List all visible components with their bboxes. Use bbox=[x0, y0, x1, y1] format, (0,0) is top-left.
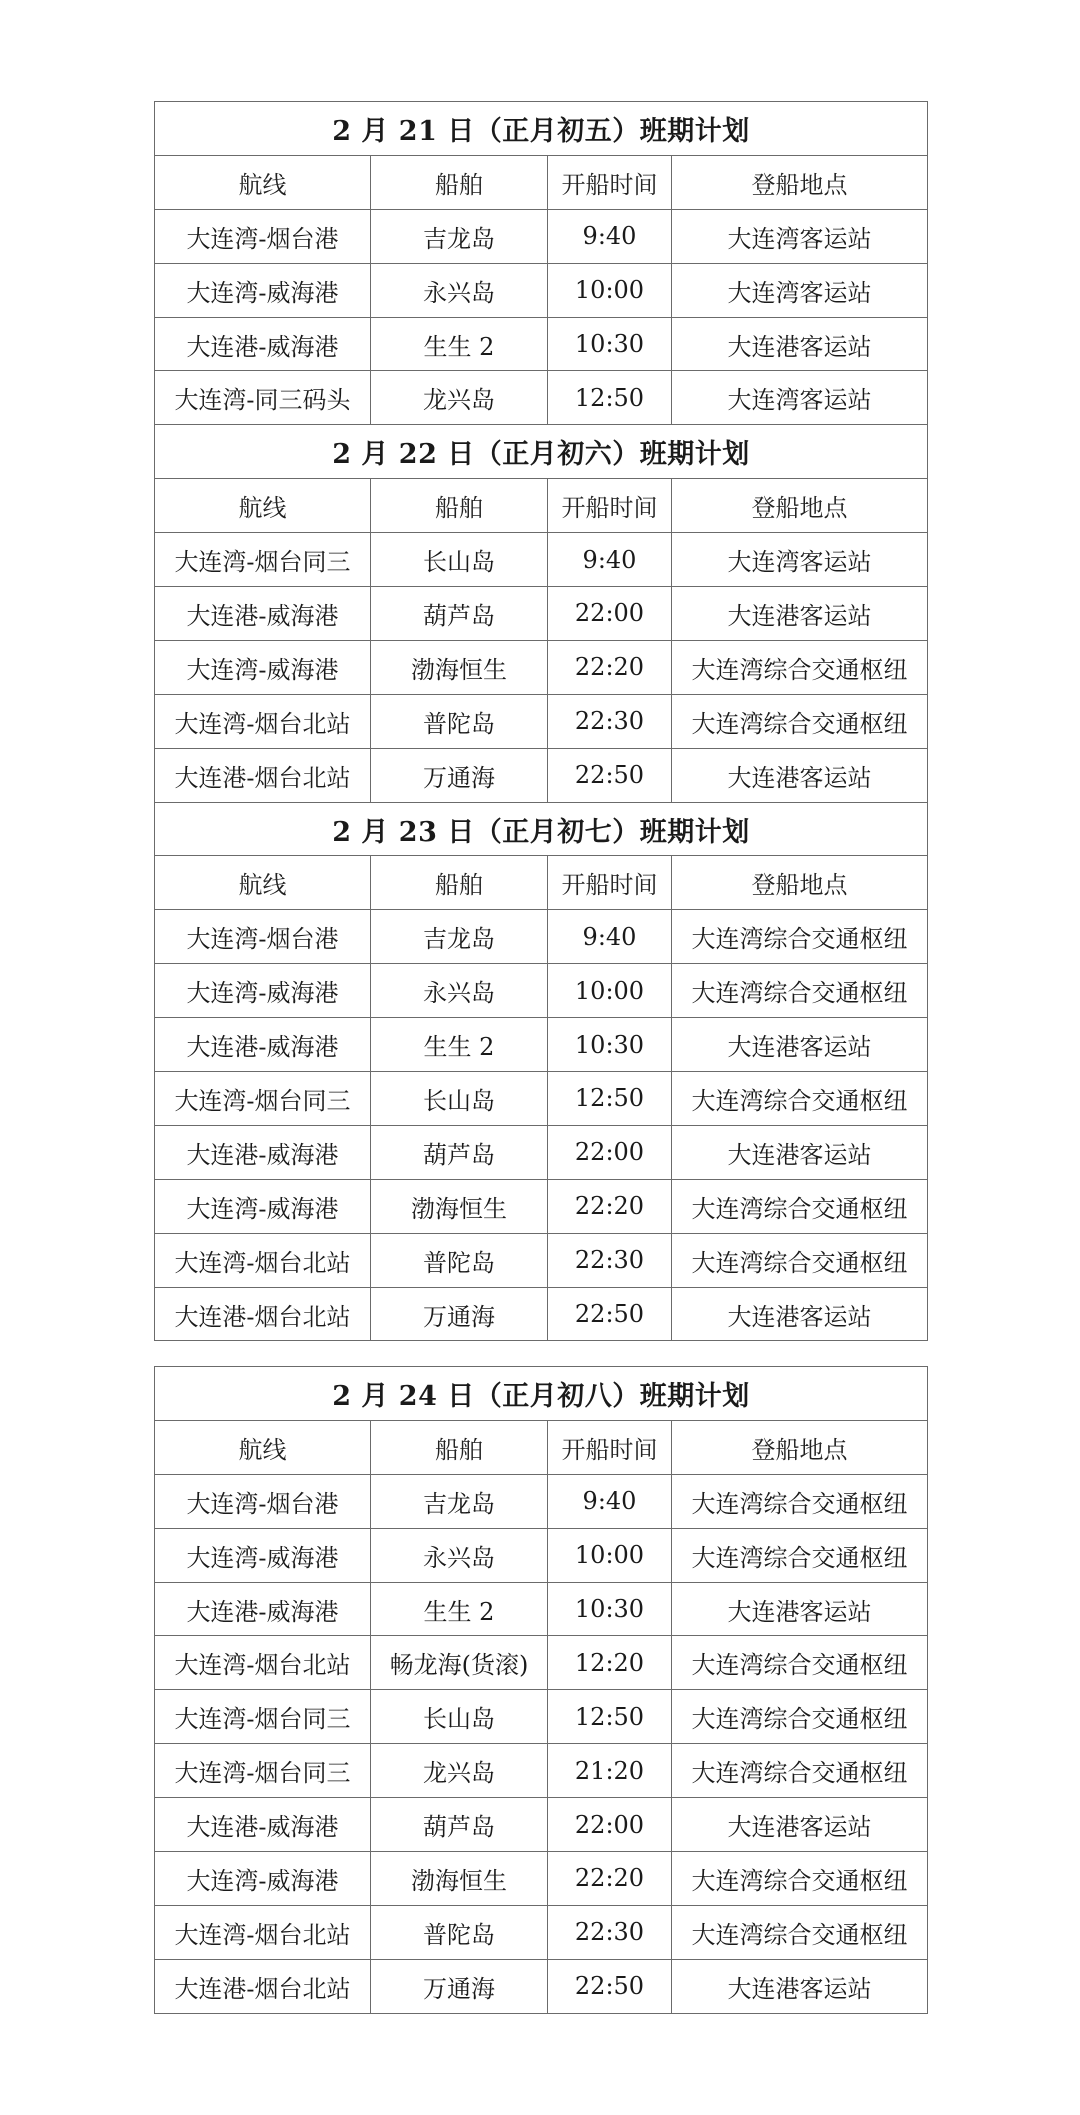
route-cell: 大连湾-烟台同三 bbox=[155, 1744, 371, 1798]
table-row bbox=[155, 1233, 928, 1287]
column-header-row bbox=[155, 856, 928, 910]
header-departure-time: 开船时间 bbox=[548, 479, 672, 533]
boarding-location-cell: 大连港客运站 bbox=[672, 1287, 928, 1341]
table-row bbox=[155, 1125, 928, 1179]
ship-cell: 普陀岛 bbox=[371, 694, 548, 748]
header-ship: 船舶 bbox=[371, 1420, 548, 1474]
departure-time-cell: 22:30 bbox=[548, 1233, 672, 1287]
boarding-location-cell: 大连湾综合交通枢纽 bbox=[672, 964, 928, 1018]
ship-cell: 渤海恒生 bbox=[371, 640, 548, 694]
table-row bbox=[155, 1852, 928, 1906]
header-ship: 船舶 bbox=[371, 856, 548, 910]
table-row bbox=[155, 1905, 928, 1959]
day-section-feb23 bbox=[155, 802, 928, 1341]
departure-time-cell: 10:30 bbox=[548, 1582, 672, 1636]
departure-time-cell: 10:00 bbox=[548, 263, 672, 317]
day-section-feb22 bbox=[155, 425, 928, 802]
departure-time-cell: 22:50 bbox=[548, 1959, 672, 2013]
ship-cell: 万通海 bbox=[371, 748, 548, 802]
departure-time-cell: 22:50 bbox=[548, 1287, 672, 1341]
table-row bbox=[155, 640, 928, 694]
departure-time-cell: 22:20 bbox=[548, 1179, 672, 1233]
boarding-location-cell: 大连湾综合交通枢纽 bbox=[672, 1905, 928, 1959]
day-section-feb24 bbox=[155, 1367, 928, 2014]
schedule-table-feb24 bbox=[154, 1366, 928, 2014]
header-route: 航线 bbox=[155, 1420, 371, 1474]
route-cell: 大连港-威海港 bbox=[155, 587, 371, 641]
ship-cell: 永兴岛 bbox=[371, 263, 548, 317]
table-row bbox=[155, 1636, 928, 1690]
table-row bbox=[155, 1959, 928, 2013]
ship-cell: 龙兴岛 bbox=[371, 371, 548, 425]
boarding-location-cell: 大连港客运站 bbox=[672, 317, 928, 371]
route-cell: 大连港-威海港 bbox=[155, 1125, 371, 1179]
ship-cell: 葫芦岛 bbox=[371, 587, 548, 641]
day-title-row bbox=[155, 1367, 928, 1421]
header-route: 航线 bbox=[155, 856, 371, 910]
route-cell: 大连湾-威海港 bbox=[155, 1528, 371, 1582]
ship-cell: 生生 2 bbox=[371, 317, 548, 371]
header-boarding-location: 登船地点 bbox=[672, 1420, 928, 1474]
boarding-location-cell: 大连湾综合交通枢纽 bbox=[672, 1690, 928, 1744]
boarding-location-cell: 大连港客运站 bbox=[672, 1125, 928, 1179]
schedule-table-feb21-23 bbox=[154, 101, 928, 1341]
table-row bbox=[155, 533, 928, 587]
table-row bbox=[155, 1287, 928, 1341]
table-row bbox=[155, 694, 928, 748]
table-row bbox=[155, 748, 928, 802]
route-cell: 大连湾-烟台港 bbox=[155, 910, 371, 964]
route-cell: 大连湾-威海港 bbox=[155, 263, 371, 317]
ship-cell: 长山岛 bbox=[371, 1690, 548, 1744]
route-cell: 大连港-威海港 bbox=[155, 1018, 371, 1072]
ship-cell: 万通海 bbox=[371, 1287, 548, 1341]
day-title: 2 月 24 日（正月初八）班期计划 bbox=[155, 1367, 928, 1421]
table-row bbox=[155, 1179, 928, 1233]
route-cell: 大连湾-威海港 bbox=[155, 1852, 371, 1906]
header-ship: 船舶 bbox=[371, 155, 548, 209]
header-boarding-location: 登船地点 bbox=[672, 479, 928, 533]
route-cell: 大连湾-威海港 bbox=[155, 1179, 371, 1233]
route-cell: 大连湾-烟台北站 bbox=[155, 1636, 371, 1690]
day-title-row bbox=[155, 425, 928, 479]
departure-time-cell: 9:40 bbox=[548, 910, 672, 964]
table-row bbox=[155, 587, 928, 641]
departure-time-cell: 22:00 bbox=[548, 1798, 672, 1852]
route-cell: 大连湾-烟台港 bbox=[155, 1474, 371, 1528]
route-cell: 大连湾-威海港 bbox=[155, 964, 371, 1018]
ship-cell: 龙兴岛 bbox=[371, 1744, 548, 1798]
ship-cell: 生生 2 bbox=[371, 1582, 548, 1636]
column-header-row bbox=[155, 155, 928, 209]
header-boarding-location: 登船地点 bbox=[672, 155, 928, 209]
column-header-row bbox=[155, 1420, 928, 1474]
table-row bbox=[155, 371, 928, 425]
boarding-location-cell: 大连湾综合交通枢纽 bbox=[672, 1852, 928, 1906]
boarding-location-cell: 大连湾综合交通枢纽 bbox=[672, 1072, 928, 1126]
table-row bbox=[155, 1474, 928, 1528]
day-title: 2 月 23 日（正月初七）班期计划 bbox=[155, 802, 928, 856]
departure-time-cell: 22:30 bbox=[548, 1905, 672, 1959]
departure-time-cell: 12:50 bbox=[548, 371, 672, 425]
route-cell: 大连湾-同三码头 bbox=[155, 371, 371, 425]
route-cell: 大连湾-烟台港 bbox=[155, 209, 371, 263]
day-title-row bbox=[155, 802, 928, 856]
route-cell: 大连港-烟台北站 bbox=[155, 1287, 371, 1341]
ship-cell: 吉龙岛 bbox=[371, 209, 548, 263]
table-row bbox=[155, 1528, 928, 1582]
ship-cell: 渤海恒生 bbox=[371, 1852, 548, 1906]
column-header-row bbox=[155, 479, 928, 533]
ship-cell: 葫芦岛 bbox=[371, 1125, 548, 1179]
boarding-location-cell: 大连港客运站 bbox=[672, 1959, 928, 2013]
departure-time-cell: 9:40 bbox=[548, 533, 672, 587]
ship-cell: 渤海恒生 bbox=[371, 1179, 548, 1233]
table-row bbox=[155, 1582, 928, 1636]
day-title: 2 月 21 日（正月初五）班期计划 bbox=[155, 102, 928, 156]
table-row bbox=[155, 1072, 928, 1126]
departure-time-cell: 12:50 bbox=[548, 1690, 672, 1744]
boarding-location-cell: 大连湾综合交通枢纽 bbox=[672, 1474, 928, 1528]
table-row bbox=[155, 317, 928, 371]
header-departure-time: 开船时间 bbox=[548, 155, 672, 209]
route-cell: 大连湾-烟台北站 bbox=[155, 1905, 371, 1959]
ship-cell: 万通海 bbox=[371, 1959, 548, 2013]
ship-cell: 长山岛 bbox=[371, 533, 548, 587]
route-cell: 大连港-威海港 bbox=[155, 1798, 371, 1852]
route-cell: 大连湾-烟台同三 bbox=[155, 533, 371, 587]
header-ship: 船舶 bbox=[371, 479, 548, 533]
route-cell: 大连港-威海港 bbox=[155, 1582, 371, 1636]
boarding-location-cell: 大连湾客运站 bbox=[672, 263, 928, 317]
ship-cell: 吉龙岛 bbox=[371, 1474, 548, 1528]
ship-cell: 长山岛 bbox=[371, 1072, 548, 1126]
boarding-location-cell: 大连湾综合交通枢纽 bbox=[672, 694, 928, 748]
day-title-row bbox=[155, 102, 928, 156]
departure-time-cell: 22:20 bbox=[548, 1852, 672, 1906]
route-cell: 大连港-烟台北站 bbox=[155, 1959, 371, 2013]
header-boarding-location: 登船地点 bbox=[672, 856, 928, 910]
boarding-location-cell: 大连湾综合交通枢纽 bbox=[672, 1744, 928, 1798]
departure-time-cell: 10:30 bbox=[548, 317, 672, 371]
departure-time-cell: 21:20 bbox=[548, 1744, 672, 1798]
ship-cell: 吉龙岛 bbox=[371, 910, 548, 964]
boarding-location-cell: 大连湾综合交通枢纽 bbox=[672, 1528, 928, 1582]
boarding-location-cell: 大连湾综合交通枢纽 bbox=[672, 1233, 928, 1287]
header-route: 航线 bbox=[155, 155, 371, 209]
departure-time-cell: 12:20 bbox=[548, 1636, 672, 1690]
header-departure-time: 开船时间 bbox=[548, 856, 672, 910]
departure-time-cell: 22:00 bbox=[548, 587, 672, 641]
ship-cell: 葫芦岛 bbox=[371, 1798, 548, 1852]
boarding-location-cell: 大连港客运站 bbox=[672, 1798, 928, 1852]
departure-time-cell: 22:50 bbox=[548, 748, 672, 802]
route-cell: 大连港-烟台北站 bbox=[155, 748, 371, 802]
departure-time-cell: 10:00 bbox=[548, 1528, 672, 1582]
ship-cell: 普陀岛 bbox=[371, 1905, 548, 1959]
boarding-location-cell: 大连港客运站 bbox=[672, 1018, 928, 1072]
departure-time-cell: 10:30 bbox=[548, 1018, 672, 1072]
route-cell: 大连湾-烟台北站 bbox=[155, 694, 371, 748]
table-row bbox=[155, 263, 928, 317]
ship-cell: 普陀岛 bbox=[371, 1233, 548, 1287]
departure-time-cell: 12:50 bbox=[548, 1072, 672, 1126]
ship-cell: 永兴岛 bbox=[371, 1528, 548, 1582]
route-cell: 大连港-威海港 bbox=[155, 317, 371, 371]
route-cell: 大连湾-烟台同三 bbox=[155, 1072, 371, 1126]
boarding-location-cell: 大连湾客运站 bbox=[672, 533, 928, 587]
departure-time-cell: 9:40 bbox=[548, 1474, 672, 1528]
route-cell: 大连湾-烟台同三 bbox=[155, 1690, 371, 1744]
departure-time-cell: 22:30 bbox=[548, 694, 672, 748]
route-cell: 大连湾-烟台北站 bbox=[155, 1233, 371, 1287]
header-departure-time: 开船时间 bbox=[548, 1420, 672, 1474]
ship-cell: 生生 2 bbox=[371, 1018, 548, 1072]
header-route: 航线 bbox=[155, 479, 371, 533]
departure-time-cell: 10:00 bbox=[548, 964, 672, 1018]
boarding-location-cell: 大连湾综合交通枢纽 bbox=[672, 1179, 928, 1233]
boarding-location-cell: 大连港客运站 bbox=[672, 587, 928, 641]
boarding-location-cell: 大连湾综合交通枢纽 bbox=[672, 640, 928, 694]
departure-time-cell: 9:40 bbox=[548, 209, 672, 263]
boarding-location-cell: 大连湾客运站 bbox=[672, 371, 928, 425]
table-row bbox=[155, 1798, 928, 1852]
day-section-feb21 bbox=[155, 102, 928, 425]
departure-time-cell: 22:00 bbox=[548, 1125, 672, 1179]
boarding-location-cell: 大连港客运站 bbox=[672, 748, 928, 802]
boarding-location-cell: 大连湾综合交通枢纽 bbox=[672, 1636, 928, 1690]
table-row bbox=[155, 1690, 928, 1744]
table-row bbox=[155, 910, 928, 964]
boarding-location-cell: 大连港客运站 bbox=[672, 1582, 928, 1636]
departure-time-cell: 22:20 bbox=[548, 640, 672, 694]
boarding-location-cell: 大连湾客运站 bbox=[672, 209, 928, 263]
table-row bbox=[155, 1744, 928, 1798]
table-row bbox=[155, 964, 928, 1018]
table-row bbox=[155, 1018, 928, 1072]
route-cell: 大连湾-威海港 bbox=[155, 640, 371, 694]
boarding-location-cell: 大连湾综合交通枢纽 bbox=[672, 910, 928, 964]
ship-cell: 永兴岛 bbox=[371, 964, 548, 1018]
day-title: 2 月 22 日（正月初六）班期计划 bbox=[155, 425, 928, 479]
ship-cell: 畅龙海(货滚) bbox=[371, 1636, 548, 1690]
table-row bbox=[155, 209, 928, 263]
